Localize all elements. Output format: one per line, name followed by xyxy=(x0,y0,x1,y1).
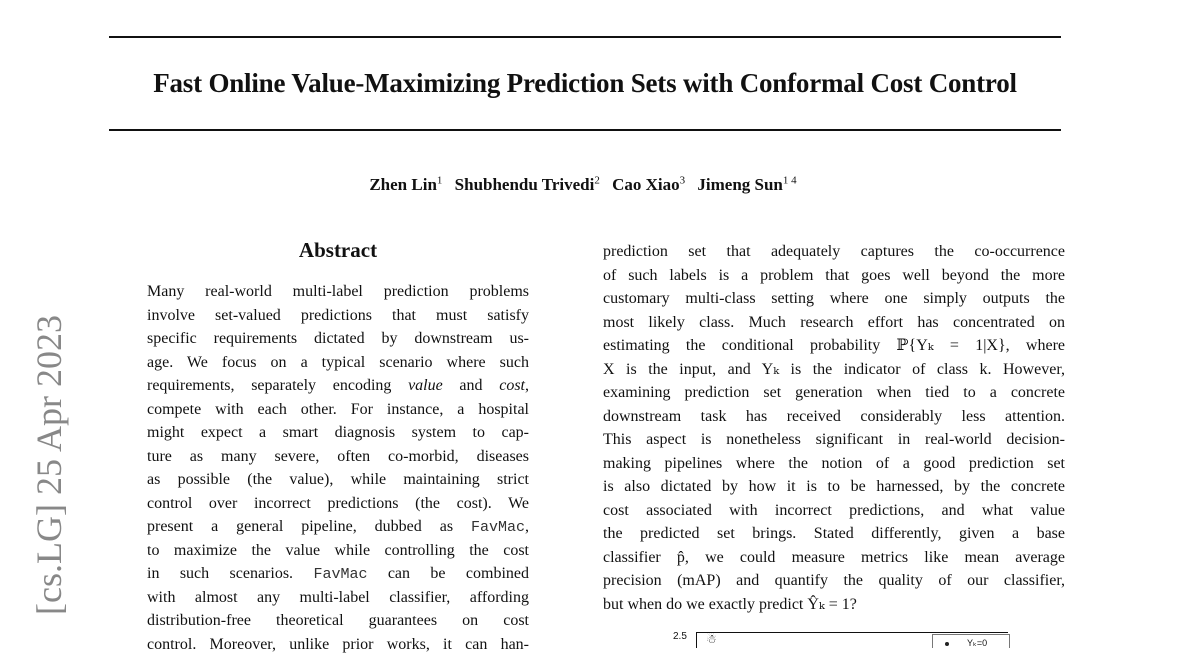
abstract-line: might expect a smart diagnosis system to cap- xyxy=(147,421,529,445)
author-list xyxy=(0,174,1166,195)
abstract-line: in such scenarios. FavMac can be combined xyxy=(147,562,529,586)
body-line: downstream task has received considerably less attention. xyxy=(603,405,1065,429)
arxiv-stamp: [cs.LG] 25 Apr 2023 xyxy=(21,345,77,615)
author: Zhen Lin$^1$ xyxy=(369,175,442,194)
figure-partial xyxy=(660,626,1020,648)
body-line: is also dictated by how it is to be harnessed, by the concrete xyxy=(603,475,1065,499)
body-line: precision (mAP) and quantify the quality of our classifier, xyxy=(603,569,1065,593)
body-line: This aspect is nonetheless significant in real-world decision- xyxy=(603,428,1065,452)
body-line: estimating the conditional probability ℙ{Yₖ = 1|X}, where xyxy=(603,334,1065,358)
abstract-line: distribution-free theoretical guarantees on cost xyxy=(147,609,529,633)
abstract-line: to maximize the value while controlling the cost xyxy=(147,539,529,563)
abstract-heading: Abstract xyxy=(147,238,529,263)
body-line: X is the input, and Yₖ is the indicator of class k. However, xyxy=(603,358,1065,382)
author: Shubhendu Trivedi$^2$ xyxy=(455,175,600,194)
body-line: the predicted set brings. Stated differently, given a base xyxy=(603,522,1065,546)
abstract-line: compete with each other. For instance, a hospital xyxy=(147,398,529,422)
abstract-line: requirements, separately encoding value and cost, xyxy=(147,374,529,398)
top-rule xyxy=(109,36,1061,38)
body-line: cost associated with incorrect predictions, and what value xyxy=(603,499,1065,523)
body-line: customary multi-class setting where one simply outputs the xyxy=(603,287,1065,311)
author: Jimeng Sun$^{1 4}$ xyxy=(697,175,796,194)
abstract-line: with almost any multi-label classifier, affording xyxy=(147,586,529,610)
body-line: making pipelines where the notion of a good prediction set xyxy=(603,452,1065,476)
body-line: classifier p̂, we could measure metrics like mean average xyxy=(603,546,1065,570)
abstract-body xyxy=(147,280,529,656)
body-line: of such labels is a problem that goes well beyond the more xyxy=(603,264,1065,288)
abstract-line: control. Moreover, unlike prior works, it can han- xyxy=(147,633,529,656)
title-bottom-rule xyxy=(109,129,1061,131)
abstract-line: control over incorrect predictions (the cost). We xyxy=(147,492,529,516)
body-line: prediction set that adequately captures the co-occurrence xyxy=(603,240,1065,264)
abstract-line: present a general pipeline, dubbed as FavMac, xyxy=(147,515,529,539)
body-line: most likely class. Much research effort has concentrated on xyxy=(603,311,1065,335)
figure-legend xyxy=(932,634,1010,648)
intro-body xyxy=(603,240,1065,616)
y-axis-line xyxy=(696,632,697,648)
legend-label: Yₖ=0 xyxy=(967,638,987,648)
abstract-line: as possible (the value), while maintaining strict xyxy=(147,468,529,492)
author: Cao Xiao$^3$ xyxy=(612,175,685,194)
abstract-line: ture as many severe, often co-morbid, diseases xyxy=(147,445,529,469)
abstract-line: Many real-world multi-label prediction problems xyxy=(147,280,529,304)
y-tick-label: 2.5 xyxy=(673,631,687,642)
body-line: examining prediction set generation when tied to a concrete xyxy=(603,381,1065,405)
plot-top-border xyxy=(696,632,1008,633)
paper-title: Fast Online Value-Maximizing Prediction Sets with Conformal Cost Control xyxy=(0,68,1170,99)
body-line: but when do we exactly predict Ŷₖ = 1? xyxy=(603,593,1065,617)
abstract-line: age. We focus on a typical scenario where such xyxy=(147,351,529,375)
abstract-line: specific requirements dictated by downstream us- xyxy=(147,327,529,351)
person-marker-icon: ☃ xyxy=(706,632,717,646)
abstract-line: involve set-valued predictions that must satisfy xyxy=(147,304,529,328)
legend-dot-icon xyxy=(945,642,949,646)
